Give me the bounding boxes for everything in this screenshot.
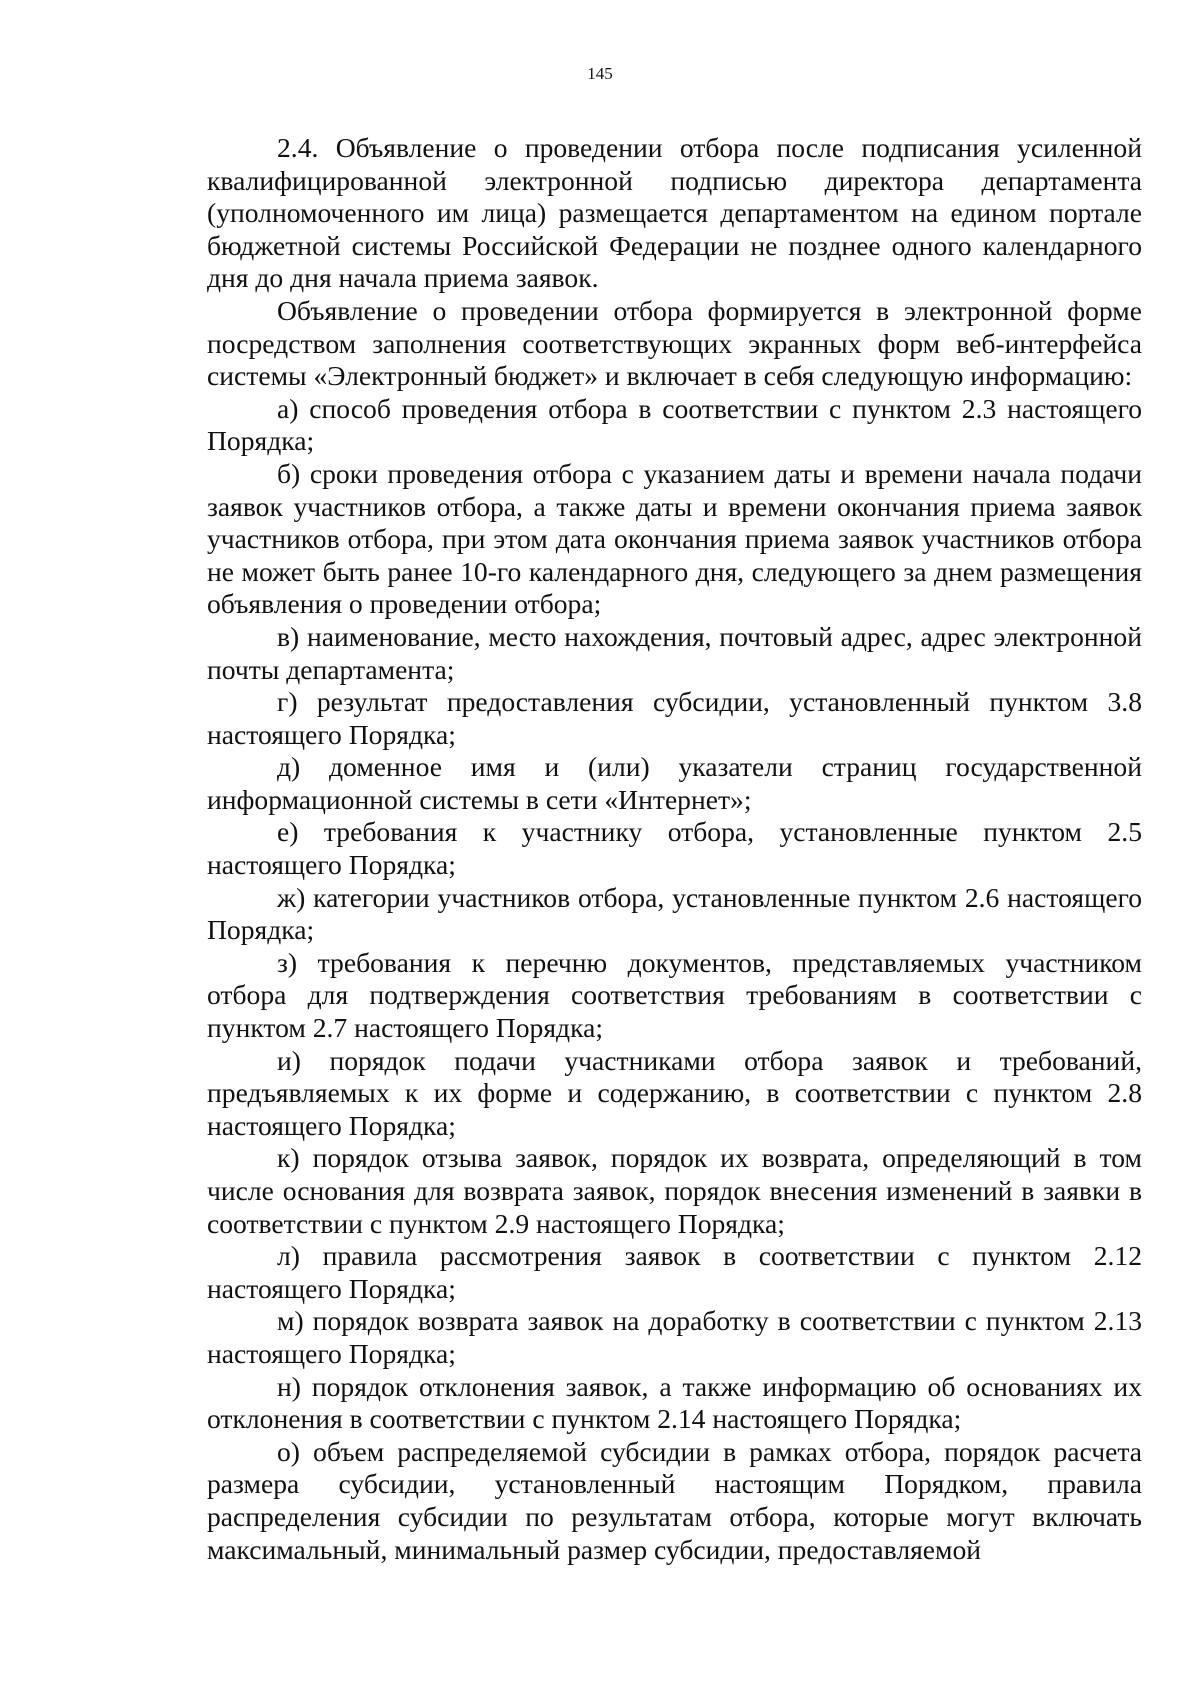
list-item-g: г) результат предоставления субсидии, установленный пунктом 3.8 настоящего Порядка;: [207, 686, 1142, 750]
list-item-l: л) правила рассмотрения заявок в соответствии с пунктом 2.12 настоящего Порядка;: [207, 1240, 1142, 1304]
list-item-z: з) требования к перечню документов, представляемых участником отбора для подтверждения соответствия требованиям в соответствии с пунктом 2.7 настоящего Порядка;: [207, 946, 1142, 1044]
list-item-zh: ж) категории участников отбора, установленные пунктом 2.6 настоящего Порядка;: [207, 881, 1142, 946]
document-body: [207, 132, 1142, 1566]
list-item-a: а) способ проведения отбора в соответствии с пунктом 2.3 настоящего Порядка;: [207, 392, 1142, 457]
list-item-o: о) объем распределяемой субсидии в рамках отбора, порядок расчета размера субсидии, установленный настоящим Порядком, правила распределения субсидии по результатам отбора, которые могут включать максимальный, минимальный размер субсидии, предоставляемой: [207, 1435, 1142, 1565]
paragraph-2-4: 2.4. Объявление о проведении отбора после подписания усиленной квалифицированной электронной подписью директора департамента (уполномоченного им лица) размещается департаментом на едином портале бюджетной системы Российской Федерации не позднее одного календарного дня до дня начала приема заявок.: [207, 132, 1142, 294]
list-item-n: н) порядок отклонения заявок, а также информацию об основаниях их отклонения в соответствии с пунктом 2.14 настоящего Порядка;: [207, 1370, 1142, 1435]
paragraph-announcement-content: Объявление о проведении отбора формируется в электронной форме посредством заполнения соответствующих экранных форм веб-интерфейса системы «Электронный бюджет» и включает в себя следующую информацию:: [207, 294, 1142, 392]
list-item-d: д) доменное имя и (или) указатели страниц государственной информационной системы в сети «Интернет»;: [207, 751, 1142, 815]
list-item-v: в) наименование, место нахождения, почтовый адрес, адрес электронной почты департамента;: [207, 620, 1142, 685]
list-item-e: е) требования к участнику отбора, установленные пунктом 2.5 настоящего Порядка;: [207, 816, 1142, 881]
list-item-b: б) сроки проведения отбора с указанием даты и времени начала подачи заявок участников отбора, а также даты и времени окончания приема заявок участников отбора, при этом дата окончания приема заявок участников отбора не может быть ранее 10-го календарного дня, следующего за днем размещения объявления о проведении отбора;: [207, 457, 1142, 620]
page-number: 145: [587, 64, 613, 83]
list-item-m: м) порядок возврата заявок на доработку в соответствии с пунктом 2.13 настоящего Порядка;: [207, 1305, 1142, 1369]
list-item-i: и) порядок подачи участниками отбора заявок и требований, предъявляемых к их форме и содержанию, в соответствии с пунктом 2.8 настоящего Порядка;: [207, 1044, 1142, 1141]
list-item-k: к) порядок отзыва заявок, порядок их возврата, определяющий в том числе основания для возврата заявок, порядок внесения изменений в заявки в соответствии с пунктом 2.9 настоящего Порядка;: [207, 1142, 1142, 1239]
